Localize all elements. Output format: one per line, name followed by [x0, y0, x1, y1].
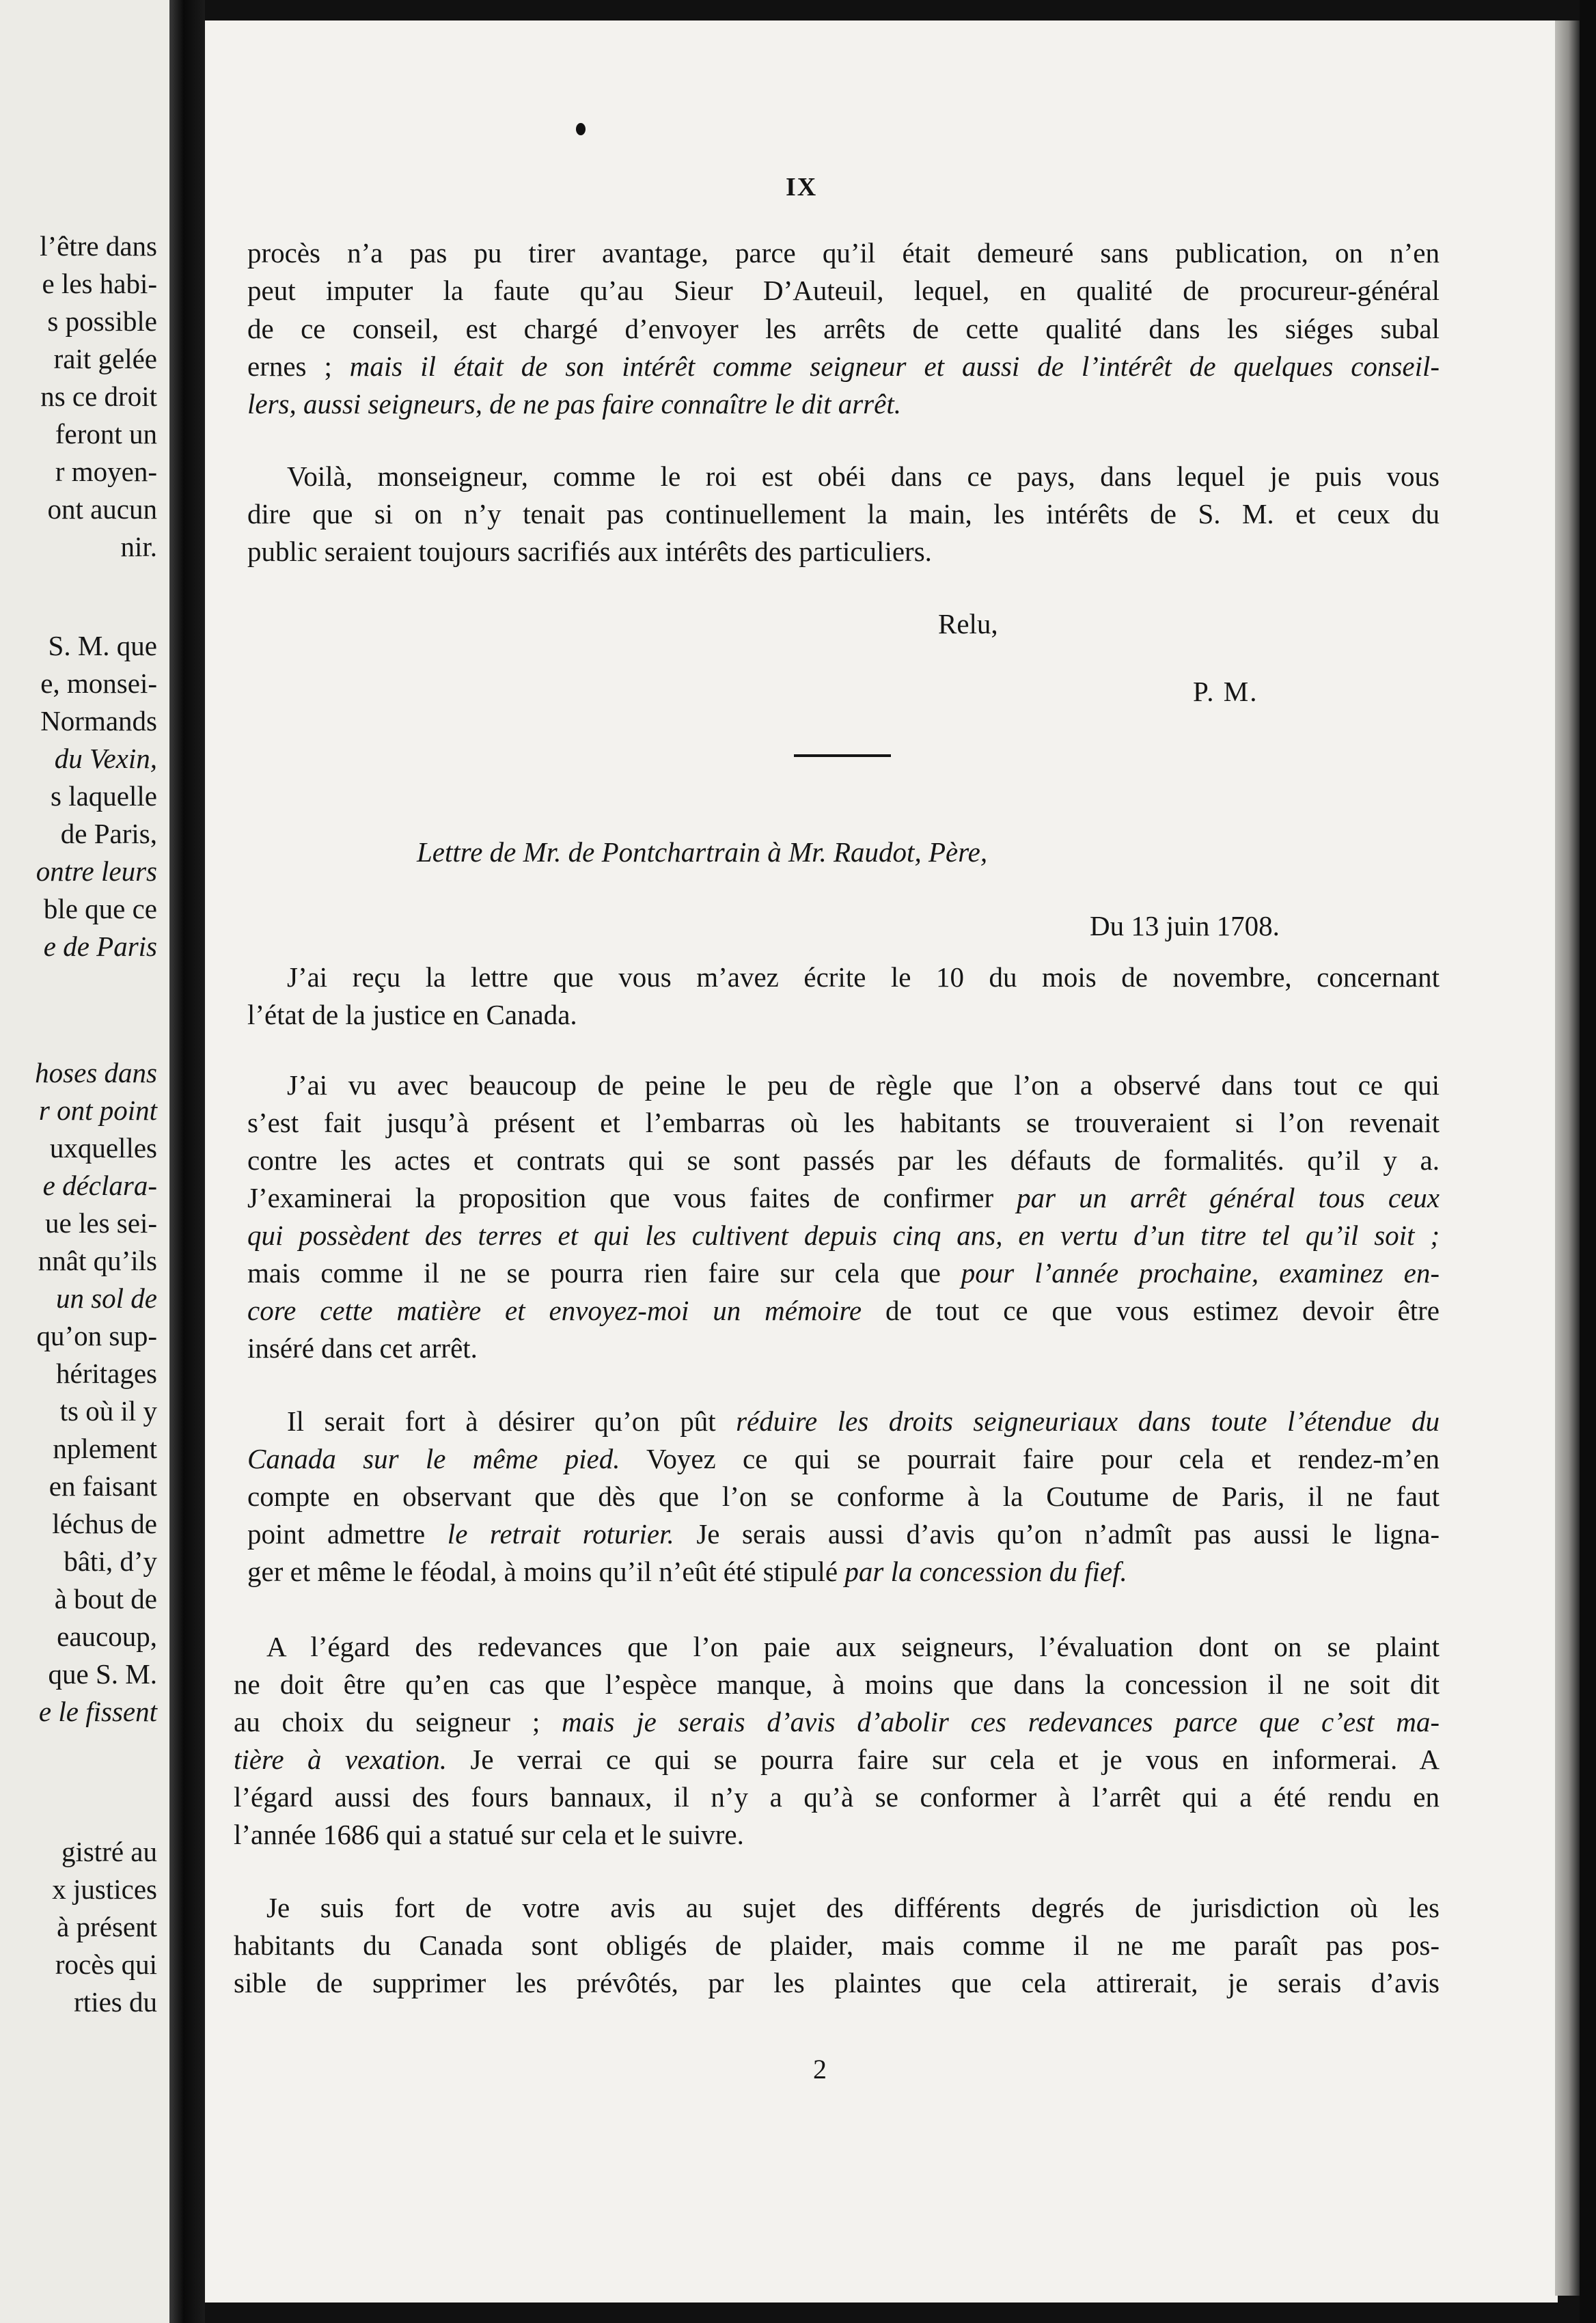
left-page-line: rait gelée	[53, 343, 157, 374]
text-line: l’état de la justice en Canada.	[247, 999, 577, 1030]
text-line: dire que si on n’y tenait pas continuellement la main, les intérêts de S. M. et ceux du	[247, 498, 1440, 530]
text-line: peut imputer la faute qu’au Sieur D’Auteuil, lequel, en qualité de procureur-général	[247, 275, 1440, 306]
text-line: J’examinerai la proposition que vous faites de confirmer par un arrêt général tous ceux	[247, 1182, 1440, 1213]
left-page-line: nir.	[120, 531, 157, 562]
signature-mark: 2	[813, 2054, 827, 2085]
left-page-line: rocès qui	[55, 1949, 157, 1980]
text-line: de ce conseil, est chargé d’envoyer les arrêts de cette qualité dans les siéges subal	[247, 313, 1440, 344]
letter-heading: Lettre de Mr. de Pontchartrain à Mr. Raudot, Père,	[417, 836, 988, 868]
left-page-line: r moyen-	[55, 456, 157, 487]
text-line: qui possèdent des terres et qui les cultivent depuis cinq ans, en vertu d’un titre tel qu’il soit ;	[247, 1220, 1440, 1251]
left-page-line: nnât qu’ils	[38, 1245, 157, 1276]
left-page-line: e, monsei-	[40, 668, 157, 699]
left-page-line: s possible	[47, 305, 157, 337]
text-line: ger et même le féodal, à moins qu’il n’eût été stipulé par la concession du fief.	[247, 1556, 1127, 1587]
left-page-line: l’être dans	[40, 230, 157, 262]
text-line: l’égard aussi des fours bannaux, il n’y a qu’à se conformer à l’arrêt qui a été rendu en	[234, 1781, 1440, 1813]
left-page-line: e le fissent	[38, 1696, 157, 1727]
text-line: l’année 1686 qui a statué sur cela et le suivre.	[234, 1819, 744, 1850]
text-line: point admettre le retrait roturier. Je serais aussi d’avis qu’on n’admît pas aussi le ligna-	[247, 1518, 1440, 1550]
text-line: A l’égard des redevances que l’on paie aux seigneurs, l’évaluation dont on se plaint	[266, 1631, 1440, 1662]
page-edge	[1555, 20, 1580, 2296]
left-page-line: ontre leurs	[36, 855, 157, 887]
left-page-line: de Paris,	[60, 818, 157, 849]
left-page-line: bâti, d’y	[64, 1545, 157, 1577]
text-line: habitants du Canada sont obligés de plaider, mais comme il ne me paraît pas pos-	[234, 1929, 1440, 1961]
left-page-line: qu’on sup-	[36, 1320, 157, 1351]
left-page-line: e de Paris	[43, 931, 157, 962]
left-page-line: ont aucun	[47, 493, 157, 525]
left-page-line: S. M. que	[48, 630, 157, 661]
text-line: Voilà, monseigneur, comme le roi est obéi dans ce pays, dans lequel je puis vous	[287, 461, 1440, 492]
text-line: core cette matière et envoyez-moi un mémoire de tout ce que vous estimez devoir être	[247, 1295, 1440, 1326]
left-page-line: un sol de	[55, 1282, 157, 1314]
left-page-line: e les habi-	[42, 268, 157, 299]
left-page-line: uxquelles	[49, 1132, 157, 1164]
left-page-line: à bout de	[54, 1583, 157, 1614]
left-page-line: r ont point	[38, 1095, 157, 1126]
text-line: J’ai vu avec beaucoup de peine le peu de règle que l’on a observé dans tout ce qui	[287, 1069, 1440, 1101]
left-page-line: s laquelle	[51, 780, 157, 812]
text-line: Je suis fort de votre avis au sujet des différents degrés de jurisdiction où les	[266, 1892, 1440, 1923]
left-page-line: e déclara-	[42, 1170, 157, 1201]
text-line: Canada sur le même pied. Voyez ce qui se pourrait faire pour cela et rendez-m’en	[247, 1443, 1440, 1474]
section-divider	[794, 754, 891, 757]
left-page-line: gistré au	[61, 1836, 157, 1867]
left-facing-page	[0, 0, 169, 2323]
left-page-line: eaucoup,	[57, 1621, 157, 1652]
text-line: mais comme il ne se pourra rien faire sur cela que pour l’année prochaine, examinez en-	[247, 1257, 1440, 1289]
left-page-line: en faisant	[49, 1470, 157, 1502]
left-page-line: léchus de	[52, 1508, 157, 1539]
text-line: sible de supprimer les prévôtés, par les plaintes que cela attirerait, je serais d’avis	[234, 1967, 1440, 1998]
main-page	[205, 20, 1558, 2303]
left-page-line: ts où il y	[59, 1395, 157, 1427]
left-page-line: que S. M.	[48, 1658, 157, 1690]
left-page-line: hoses dans	[35, 1057, 157, 1088]
left-page-line: du Vexin,	[54, 743, 157, 774]
left-page-line: ue les sei-	[45, 1207, 157, 1239]
text-line: Il serait fort à désirer qu’on pût réduire les droits seigneuriaux dans toute l’étendue du	[287, 1405, 1440, 1437]
scan-border	[1580, 0, 1596, 2323]
left-page-line: Normands	[40, 705, 157, 737]
text-line: ne doit être qu’en cas que l’espèce manque, à moins que dans la concession il ne soit dit	[234, 1668, 1440, 1700]
text-line: lers, aussi seigneurs, de ne pas faire connaître le dit arrêt.	[247, 388, 901, 420]
text-line: compte en observant que dès que l’on se conforme à la Coutume de Paris, il ne faut	[247, 1481, 1440, 1512]
left-page-line: nplement	[53, 1433, 157, 1464]
letter-date: Du 13 juin 1708.	[1090, 910, 1280, 941]
left-page-line: ns ce droit	[40, 381, 157, 412]
text-line: ernes ; mais il était de son intérêt comme seigneur et aussi de l’intérêt de quelques conseil-	[247, 350, 1440, 382]
text-line: J’ai reçu la lettre que vous m’avez écrite le 10 du mois de novembre, concernant	[287, 961, 1440, 993]
text-line: tière à vexation. Je verrai ce qui se pourra faire sur cela et je vous en informerai. A	[234, 1744, 1440, 1775]
page-number: IX	[786, 173, 818, 202]
text-line: public seraient toujours sacrifiés aux intérêts des particuliers.	[247, 536, 932, 567]
relu-note: Relu,	[938, 608, 998, 640]
left-page-line: rties du	[74, 1986, 157, 2018]
text-line: inséré dans cet arrêt.	[247, 1332, 478, 1364]
left-page-line: à présent	[57, 1911, 157, 1942]
left-page-line: x justices	[52, 1873, 157, 1905]
text-line: contre les actes et contrats qui se sont passés par les défauts de formalités. qu’il y a.	[247, 1144, 1440, 1176]
text-line: au choix du seigneur ; mais je serais d’avis d’abolir ces redevances parce que c’est ma-	[234, 1706, 1440, 1737]
book-gutter	[169, 0, 205, 2323]
text-line: procès n’a pas pu tirer avantage, parce qu’il était demeuré sans publication, on n’en	[247, 237, 1440, 269]
left-page-line: feront un	[55, 418, 157, 450]
text-line: s’est fait jusqu’à présent et l’embarras où les habitants se trouveraient si l’on revenait	[247, 1107, 1440, 1138]
left-page-line: ble que ce	[43, 893, 157, 924]
left-page-line: héritages	[56, 1358, 157, 1389]
ink-dot	[576, 123, 586, 135]
initials: P. M.	[1193, 676, 1258, 707]
